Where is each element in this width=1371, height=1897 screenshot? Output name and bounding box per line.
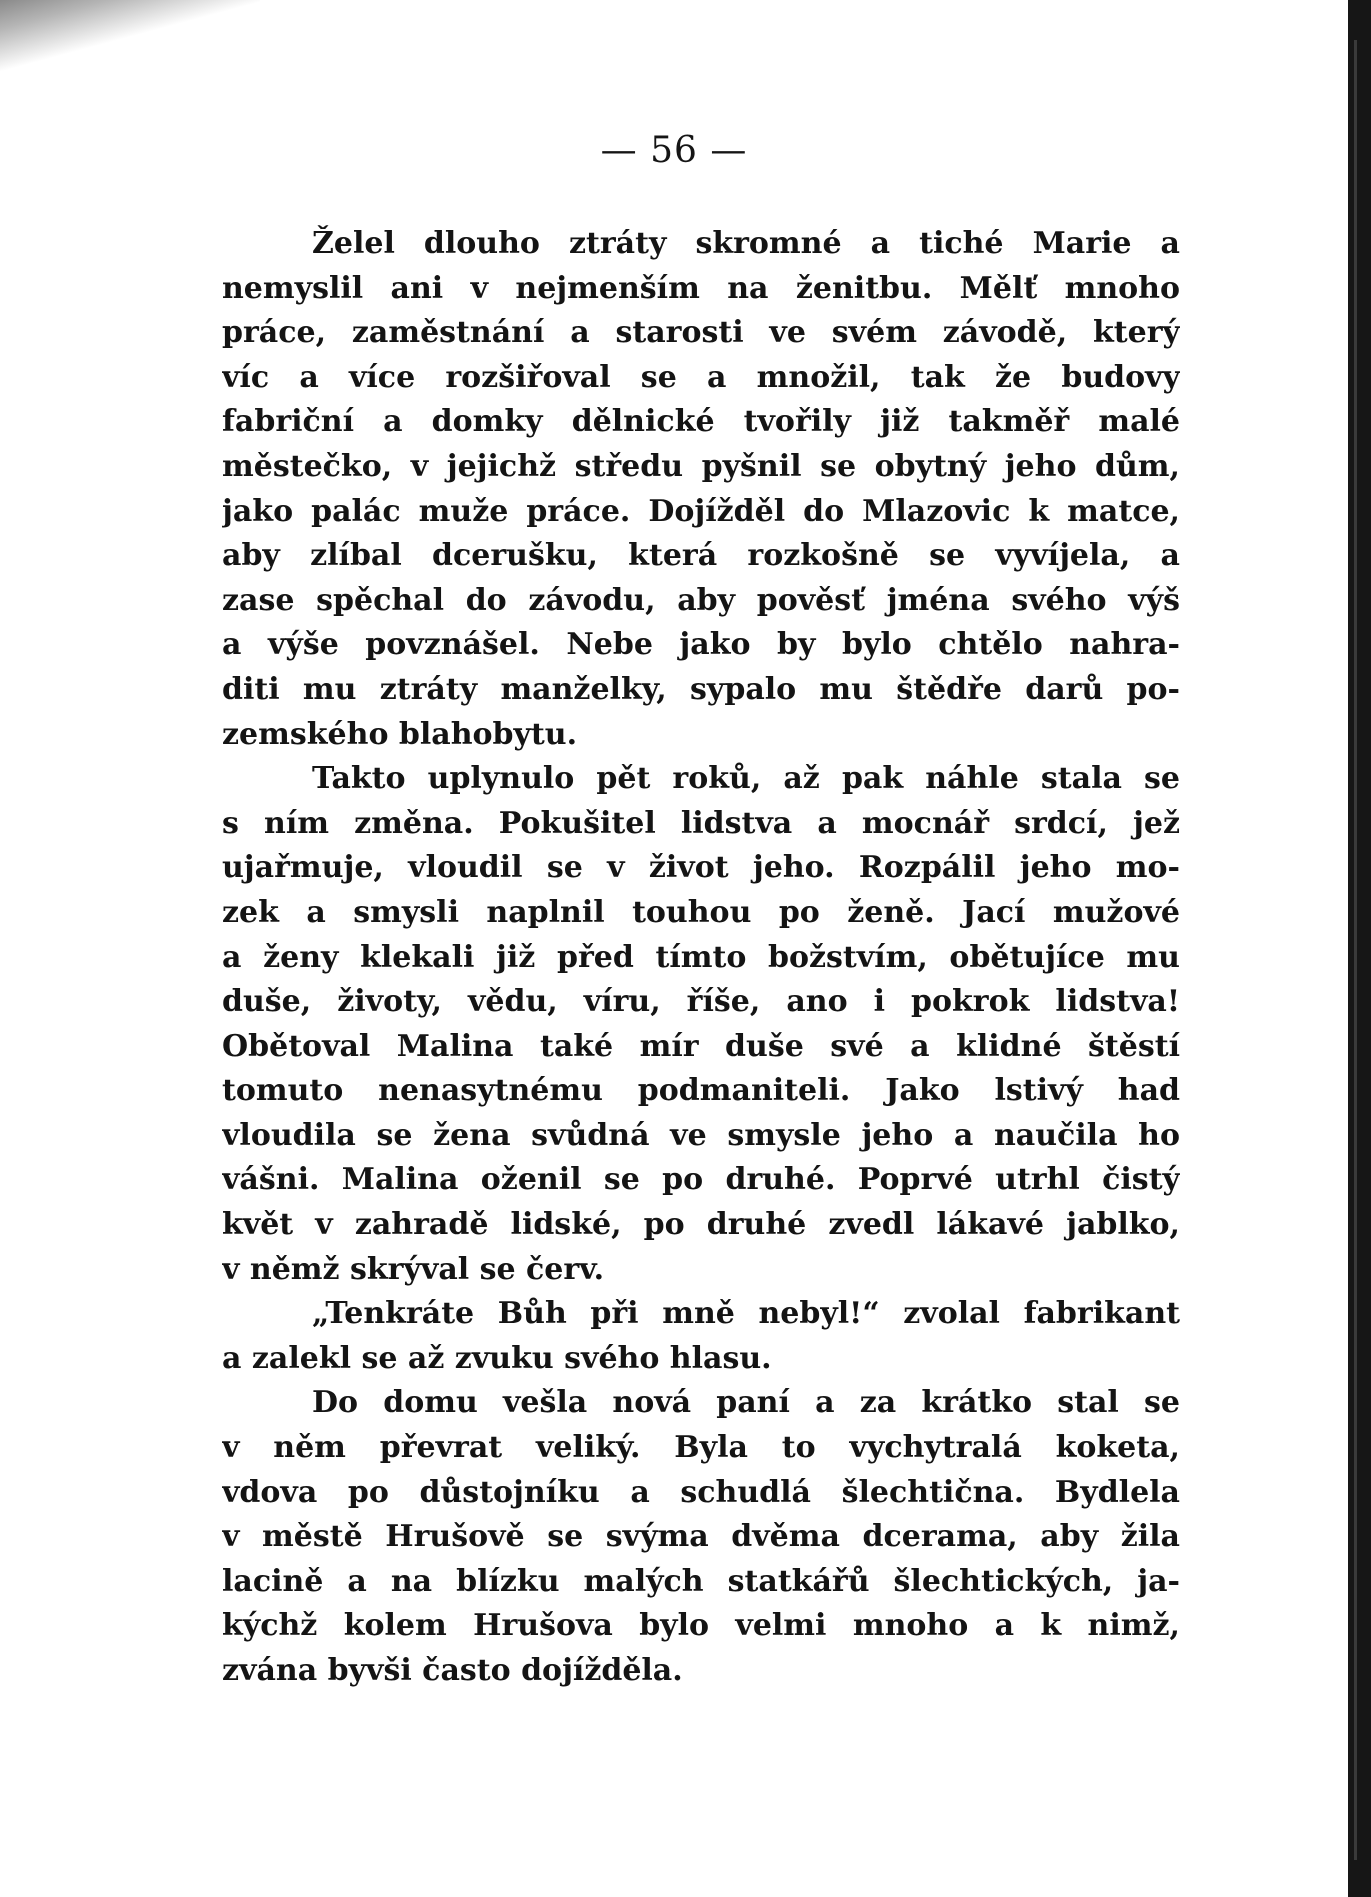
text-line: tomuto nenasytnému podmaniteli. Jako lstivý had: [222, 1073, 1180, 1109]
text-line: vášni. Malina oženil se po druhé. Poprvé utrhl čistý: [222, 1162, 1180, 1198]
text-line: v městě Hrušově se svýma dvěma dcerama, aby žila: [222, 1519, 1180, 1555]
text-line: duše, životy, vědu, víru, říše, ano i pokrok lidstva!: [222, 984, 1180, 1020]
text-line: a výše povznášel. Nebe jako by bylo chtělo nahra-: [222, 627, 1180, 663]
text-line: víc a více rozšiřoval se a množil, tak že budovy: [222, 359, 1180, 395]
page-number: — 56 —: [600, 130, 748, 171]
text-line: a ženy klekali již před tímto božstvím, obětujíce mu: [222, 939, 1180, 975]
text-line: zase spěchal do závodu, aby pověsť jména svého výš: [222, 582, 1180, 618]
text-line: fabriční a domky dělnické tvořily již takměř malé: [222, 404, 1180, 440]
page-edge-line: [1354, 40, 1357, 1860]
text-line: vloudila se žena svůdná ve smysle jeho a naučila ho: [222, 1117, 1180, 1153]
text-line: vdova po důstojníku a schudlá šlechtična. Bydlela: [222, 1474, 1180, 1510]
text-line: Želel dlouho ztráty skromné a tiché Marie a: [312, 226, 1180, 261]
text-line: práce, zaměstnání a starosti ve svém závodě, který: [222, 315, 1180, 351]
text-line: květ v zahradě lidské, po druhé zvedl lákavé jablko,: [222, 1207, 1180, 1243]
text-line: Takto uplynulo pět roků, až pak náhle stala se: [312, 761, 1180, 797]
text-line: zek a smysli naplnil touhou po ženě. Jací mužové: [222, 894, 1180, 930]
text-line: aby zlíbal dcerušku, která rozkošně se vyvíjela, a: [222, 538, 1180, 574]
text-line: Obětoval Malina také mír duše své a klidné štěstí: [222, 1028, 1180, 1064]
text-line: v něm převrat veliký. Byla to vychytralá koketa,: [222, 1430, 1180, 1466]
text-line: zemského blahobytu.: [222, 716, 578, 752]
text-line: lacině a na blízku malých statkářů šlechtických, ja-: [222, 1563, 1180, 1599]
text-line: ujařmuje, vloudil se v život jeho. Rozpálil jeho mo-: [222, 850, 1180, 886]
text-line: a zalekl se až zvuku svého hlasu.: [222, 1340, 772, 1376]
text-line: jako palác muže práce. Dojížděl do Mlazovic k matce,: [222, 493, 1180, 529]
text-line: zvána byvši často dojížděla.: [222, 1653, 683, 1688]
body-text: [222, 222, 1180, 1694]
text-line: „Tenkráte Bůh při mně nebyl!“ zvolal fabrikant: [312, 1296, 1180, 1332]
page-edge-shadow: [1348, 0, 1371, 1897]
text-line: Do domu vešla nová paní a za krátko stal se: [312, 1385, 1180, 1421]
text-line: nemyslil ani v nejmenším na ženitbu. Mělť mnoho: [222, 270, 1180, 306]
text-line: kýchž kolem Hrušova bylo velmi mnoho a k nimž,: [222, 1608, 1180, 1644]
scan-smudge: [0, 0, 260, 90]
text-line: v němž skrýval se červ.: [222, 1251, 605, 1287]
text-line: s ním změna. Pokušitel lidstva a mocnář srdcí, jež: [222, 805, 1180, 841]
text-line: městečko, v jejichž středu pyšnil se obytný jeho dům,: [222, 448, 1180, 484]
text-line: diti mu ztráty manželky, sypalo mu štědře darů po-: [222, 671, 1180, 707]
